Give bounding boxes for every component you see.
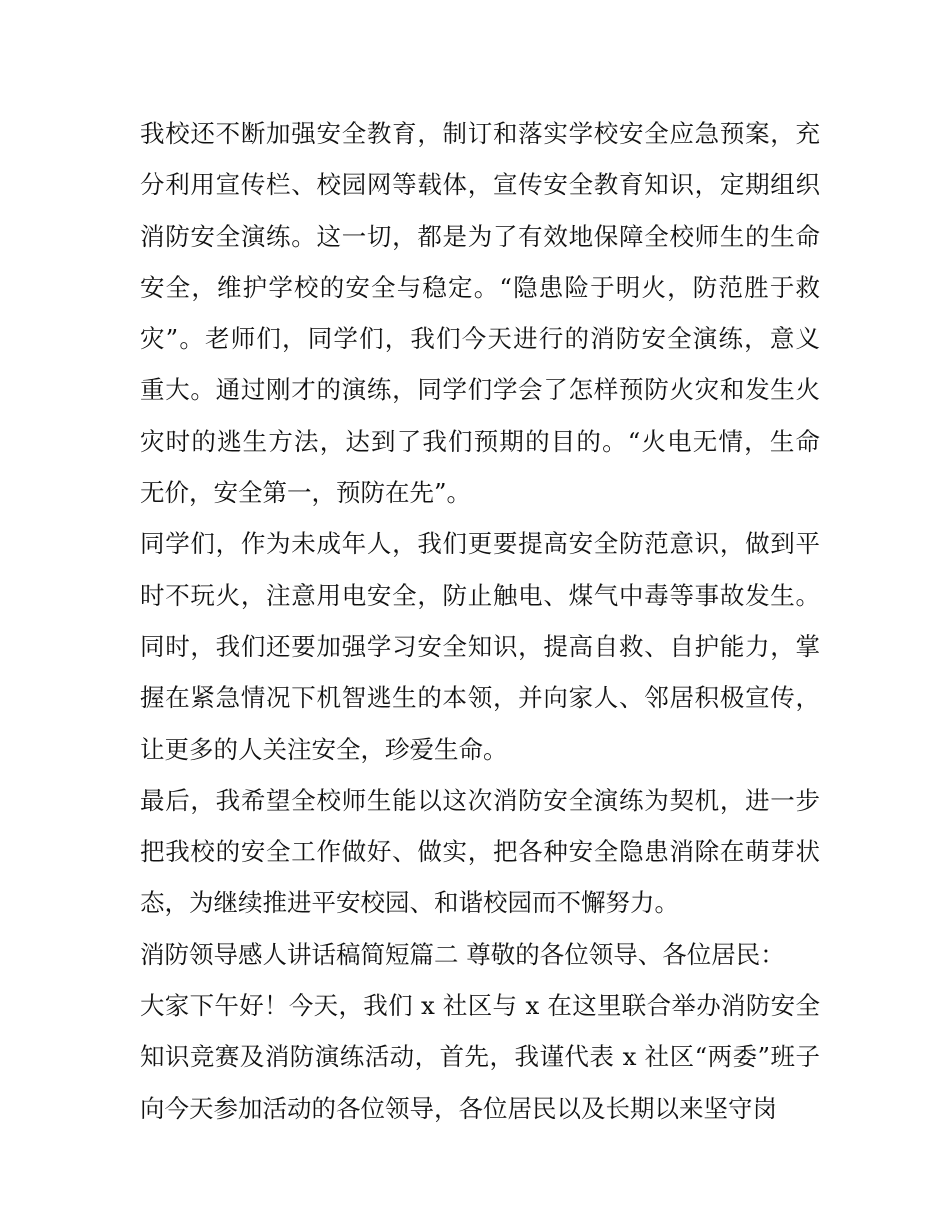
text-line: 安全，维护学校的安全与稳定。“隐患险于明火，防范胜于救 [140,272,820,302]
text-line: 向今天参加活动的各位领导，各位居民以及长期以来坚守岗 [140,1093,777,1123]
document-body [140,108,820,1134]
paragraph-4 [140,980,820,1134]
text-line: 握在紧急情况下机智逃生的本领，并向家人、邻居积极宣传， [140,683,820,713]
paragraph-1 [140,108,820,518]
text-line: 灾时的逃生方法，达到了我们预期的目的。“火电无情，生命 [140,426,820,456]
text-line: 大家下午好！今天，我们 x 社区与 x 在这里联合举办消防安全 [140,991,820,1021]
text-line: 重大。通过刚才的演练，同学们学会了怎样预防火灾和发生火 [140,375,820,405]
text-line: 我校还不断加强安全教育，制订和落实学校安全应急预案，充 [140,119,820,148]
paragraph-2 [140,518,820,774]
section-heading [140,929,820,980]
text-line: 无价，安全第一，预防在先”。 [140,478,472,508]
text-line: 消防安全演练。这一切，都是为了有效地保障全校师生的生命 [140,221,820,251]
text-line: 同学们，作为未成年人，我们更要提高安全防范意识，做到平 [140,529,820,559]
text-line: 最后，我希望全校师生能以这次消防安全演练为契机，进一步 [140,785,820,815]
text-line: 灾”。老师们，同学们，我们今天进行的消防安全演练，意义 [140,324,820,354]
text-line: 把我校的安全工作做好、做实，把各种安全隐患消除在萌芽状 [140,837,820,867]
text-line: 让更多的人关注安全，珍爱生命。 [140,734,508,764]
paragraph-3 [140,775,820,929]
text-line: 消防领导感人讲话稿简短篇二 尊敬的各位领导、各位居民： [140,939,785,969]
text-line: 同时，我们还要加强学习安全知识，提高自救、自护能力，掌 [140,631,820,661]
text-line: 知识竞赛及消防演练活动，首先，我谨代表 x 社区“两委”班子 [140,1042,820,1072]
text-line: 分利用宣传栏、校园网等载体，宣传安全教育知识，定期组织 [140,170,820,200]
text-line: 态，为继续推进平安校园、和谐校园而不懈努力。 [140,888,679,918]
text-line: 时不玩火，注意用电安全，防止触电、煤气中毒等事故发生。 [140,580,820,610]
